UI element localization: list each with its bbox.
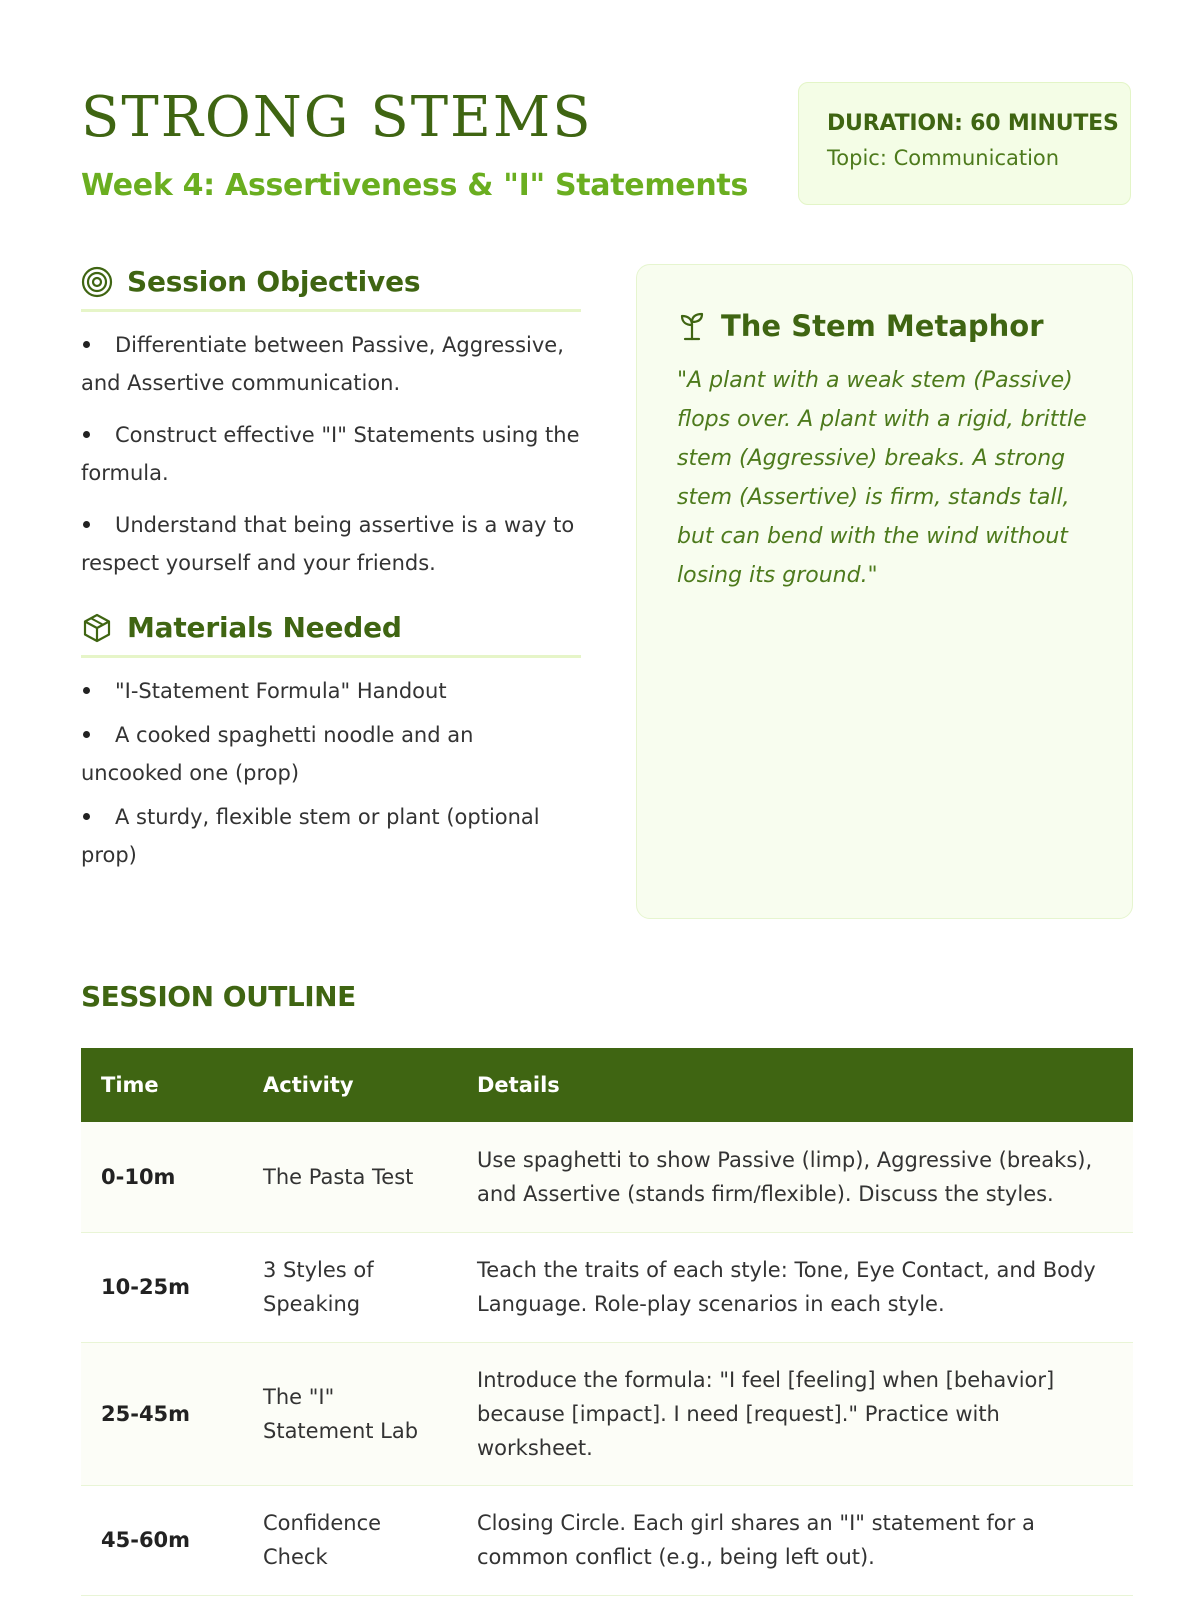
left-column [81,262,581,880]
target-icon [81,266,113,298]
row-activity: Confidence Check [243,1485,457,1595]
metaphor-heading [677,309,1092,343]
materials-heading-text: Materials Needed [127,611,402,644]
row-activity: The "I" Statement Lab [243,1342,457,1485]
row-activity: 3 Styles of Speaking [243,1232,457,1342]
session-outline-table [81,1048,1133,1596]
row-time: 0-10m [81,1122,243,1232]
row-details: Use spaghetti to show Passive (limp), Aggressive (breaks), and Assertive (stands firm/flexible). Discuss the styles. [457,1122,1133,1232]
objectives-heading-text: Session Objectives [127,265,421,298]
row-time: 45-60m [81,1485,243,1595]
page-subtitle: Week 4: Assertiveness & "I" Statements [81,168,748,203]
table-header-row [81,1048,1133,1122]
row-time: 25-45m [81,1342,243,1485]
row-details: Closing Circle. Each girl shares an "I" statement for a common conflict (e.g., being left out). [457,1485,1133,1595]
column-header-details: Details [457,1048,1133,1122]
topic-label: Topic: Communication [827,146,1060,170]
table-row [81,1485,1133,1595]
list-item: Differentiate between Passive, Aggressive, and Assertive communication. [81,333,564,395]
materials-heading [81,608,581,658]
row-activity: The Pasta Test [243,1122,457,1232]
list-item: A cooked spaghetti noodle and an uncooked one (prop) [81,723,474,785]
row-details: Introduce the formula: "I feel [feeling] when [behavior] because [impact]. I need [request]." Practice with worksheet. [457,1342,1133,1485]
box-icon [81,612,113,644]
list-item: A sturdy, flexible stem or plant (optional prop) [81,805,540,867]
row-time: 10-25m [81,1232,243,1342]
column-header-time: Time [81,1048,243,1122]
page-title: STRONG STEMS [81,85,593,150]
list-item: "I-Statement Formula" Handout [81,672,581,710]
table-row [81,1232,1133,1342]
row-details: Teach the traits of each style: Tone, Eye Contact, and Body Language. Role-play scenarios in each style. [457,1232,1133,1342]
duration-label: DURATION: 60 MINUTES [827,111,1119,136]
duration-card [798,82,1131,205]
metaphor-card [636,264,1133,919]
table-row [81,1342,1133,1485]
metaphor-quote: "A plant with a weak stem (Passive) flops over. A plant with a rigid, brittle stem (Aggressive) breaks. A strong stem (Assertive) is firm, stands tall, but can bend with the wind without losing its ground." [677,368,1087,588]
sprout-icon [677,311,707,341]
materials-section [81,608,581,874]
list-item: Understand that being assertive is a way to respect yourself and your friends. [81,513,575,575]
objectives-section [81,262,581,582]
session-outline-title: SESSION OUTLINE [81,980,356,1013]
list-item: Construct effective "I" Statements using the formula. [81,423,580,485]
objectives-list [81,326,581,582]
materials-list [81,672,581,874]
metaphor-heading-text: The Stem Metaphor [721,309,1044,343]
page-header [81,82,1131,212]
objectives-heading [81,262,581,312]
table-row [81,1122,1133,1232]
column-header-activity: Activity [243,1048,457,1122]
